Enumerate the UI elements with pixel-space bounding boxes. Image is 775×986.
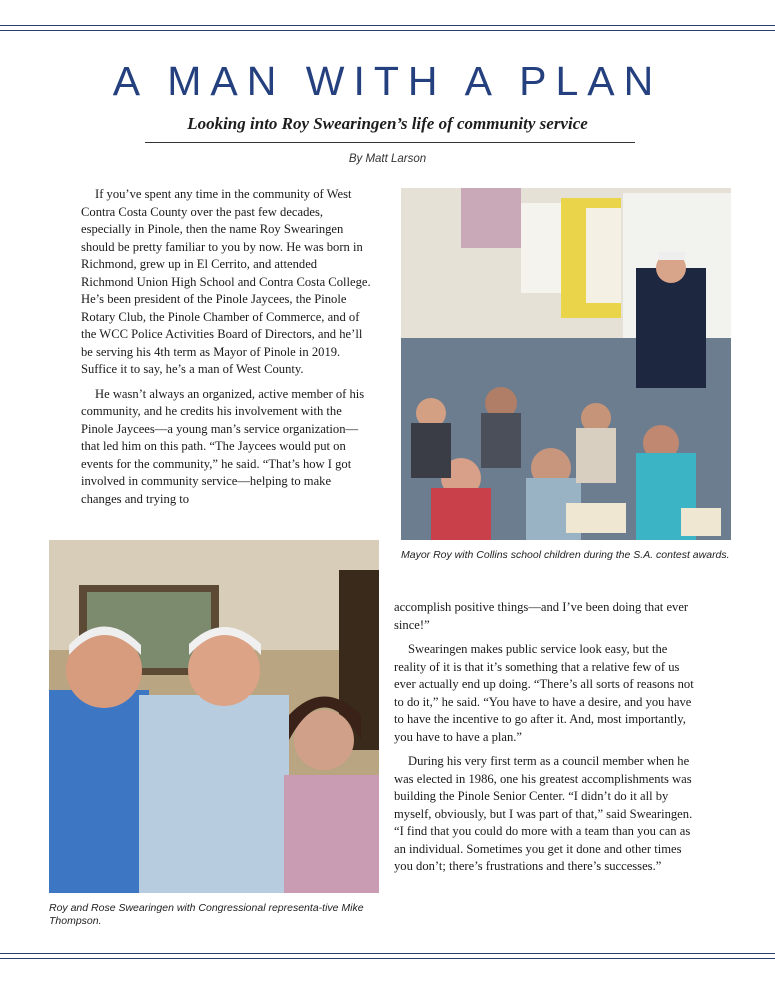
paragraph: He wasn’t always an organized, active member of his community, and he credits his involvement with the Pinole Jaycees—a young man’s service organization—that led him on this path. “The Jaycees would put on events for the community,” he said. “That’s how I got involved in community service—helping to make changes and trying to <box>81 386 365 506</box>
classroom-photo <box>401 188 731 540</box>
bottom-rule <box>0 953 775 954</box>
paragraph: During his very first term as a council member when he was elected in 1986, one his greatest accomplishments was building the Pinole Senior Center. “I didn’t do it all by myself, obviously, but I was part of that,” said Swearingen. “I find that you could do more with a team than you can as an individual. Sometimes you get it done and other times you don’t; there’s frustrations and there’s successes.” <box>394 754 693 873</box>
subtitle: Looking into Roy Swearingen’s life of community service <box>187 114 588 133</box>
group-photo <box>49 540 379 893</box>
article-column-1 <box>81 186 372 515</box>
classroom-photo-caption: Mayor Roy with Collins school children during the S.A. contest awards. <box>401 549 730 561</box>
paragraph: If you’ve spent any time in the community of West Contra Costa County over the past few decades, especially in Pinole, then the name Roy Swearingen should be pretty familiar to you by now. He was born in Richmond, grew up in El Cerrito, and attended Richmond Union High School and Contra Costa College. He’s been president of the Pinole Jaycees, the Pinole Rotary Club, the Pinole Chamber of Commerce, and of the WCC Police Activities Board of Directors, and he’ll be serving his 4th term as Mayor of Pinole in 2019. Suffice it to say, he’s a man of West County. <box>81 187 371 376</box>
page-title: A MAN WITH A PLAN <box>112 58 663 104</box>
top-rule <box>0 25 775 26</box>
paragraph: Swearingen makes public service look easy, but the reality of it is that it’s something that a relative few of us ever actually end up doing. “There’s all sorts of reasons not to do it,” he said. “You have to have a desire, and you have to have the incentive to go after it. And, most importantly, you have to have a plan.” <box>394 642 694 744</box>
group-photo-caption: Roy and Rose Swearingen with Congressional representa-tive Mike Thompson. <box>49 902 364 927</box>
byline: By Matt Larson <box>348 153 427 165</box>
subtitle-rule <box>145 142 635 143</box>
article-column-2 <box>394 599 694 883</box>
bottom-rule-2 <box>0 958 775 959</box>
paragraph: accomplish positive things—and I’ve been doing that ever since!” <box>394 600 689 632</box>
top-rule-2 <box>0 30 775 31</box>
